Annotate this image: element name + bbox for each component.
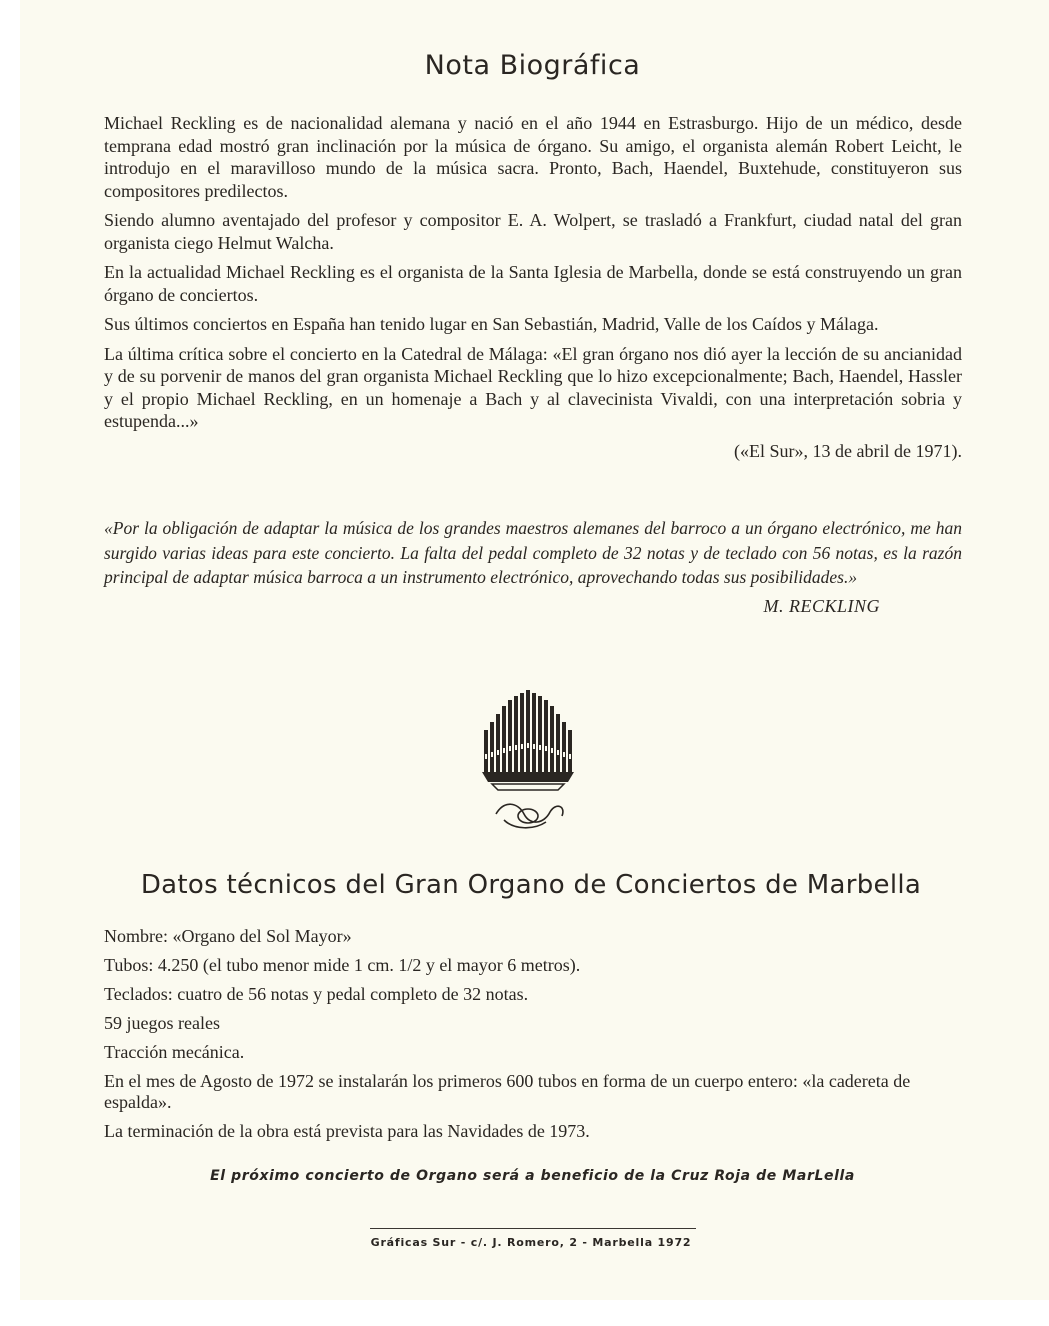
scan-margin-left (0, 0, 20, 1326)
bio-paragraph-5: La última crítica sobre el concierto en la Catedral de Málaga: «El gran órgano nos dió ayer la lección de su ancianidad y de su porvenir de manos del gran organista Michael Reckling que lo hizo excepcionalmente; Bach, Haendel, Hassler y el propio Michael Reckling, en un homenaje a Bach y al clavecinista Vivaldi, con una interpretación sobria y estupenda...» (104, 343, 962, 431)
next-concert-note: El próximo concierto de Organo será a beneficio de la Cruz Roja de MarLella (210, 1168, 855, 1184)
bio-section (104, 112, 962, 469)
bio-title: Nota Biográfica (424, 50, 641, 81)
organ-pipes-logo-icon (474, 690, 584, 830)
tech-item-keyboards: Teclados: cuatro de 56 notas y pedal completo de 32 notas. (104, 984, 529, 1004)
tech-item-action: Tracción mecánica. (104, 1042, 245, 1062)
tech-item-installation: En el mes de Agosto de 1972 se instalarán los primeros 600 tubos en forma de un cuerpo entero: «la cadereta de espalda». (104, 1071, 911, 1112)
bio-citation: («El Sur», 13 de abril de 1971). (734, 440, 962, 461)
quote-text: «Por la obligación de adaptar la música de los grandes maestros alemanes del barroco a un órgano electrónico, me han surgido varias ideas para este concierto. La falta del pedal completo de 32 notas y de teclado con 56 notas, es la razón principal de adaptar música barroca a un instrumento electrónico, aprovechando todas sus posibilidades.» (104, 518, 962, 587)
quote-section (104, 516, 962, 618)
bio-paragraph-1: Michael Reckling es de nacionalidad alemana y nació en el año 1944 en Estrasburgo. Hijo de un médico, desde temprana edad mostró gran inclinación por la música de órgano. Su amigo, el organista alemán Robert Leicht, le introdujo en el maravilloso mundo de la música sacra. Pronto, Bach, Haendel, Buxtehude, constituyeron sus compositores predilectos. (104, 113, 962, 201)
printer-imprint: Gráficas Sur - c/. J. Romero, 2 - Marbella 1972 (370, 1236, 692, 1249)
tech-section (104, 926, 962, 1150)
bio-paragraph-3: En la actualidad Michael Reckling es el organista de la Santa Iglesia de Marbella, donde se está construyendo un gran órgano de conciertos. (104, 262, 962, 305)
quote-author: M. RECKLING (763, 595, 880, 616)
tech-item-pipes: Tubos: 4.250 (el tubo menor mide 1 cm. 1/2 y el mayor 6 metros). (104, 955, 581, 975)
bio-paragraph-2: Siendo alumno aventajado del profesor y compositor E. A. Wolpert, se trasladó a Frankfurt, ciudad natal del gran organista ciego Helmut Walcha. (104, 210, 962, 253)
footer-divider (370, 1228, 696, 1229)
tech-item-completion: La terminación de la obra está prevista para las Navidades de 1973. (104, 1121, 590, 1141)
bio-paragraph-4: Sus últimos conciertos en España han tenido lugar en San Sebastián, Madrid, Valle de los Caídos y Málaga. (104, 314, 879, 334)
scan-margin-bottom (0, 1300, 1049, 1326)
tech-item-stops: 59 juegos reales (104, 1013, 220, 1033)
tech-title: Datos técnicos del Gran Organo de Conciertos de Marbella (140, 870, 922, 900)
tech-item-name: Nombre: «Organo del Sol Mayor» (104, 926, 352, 946)
